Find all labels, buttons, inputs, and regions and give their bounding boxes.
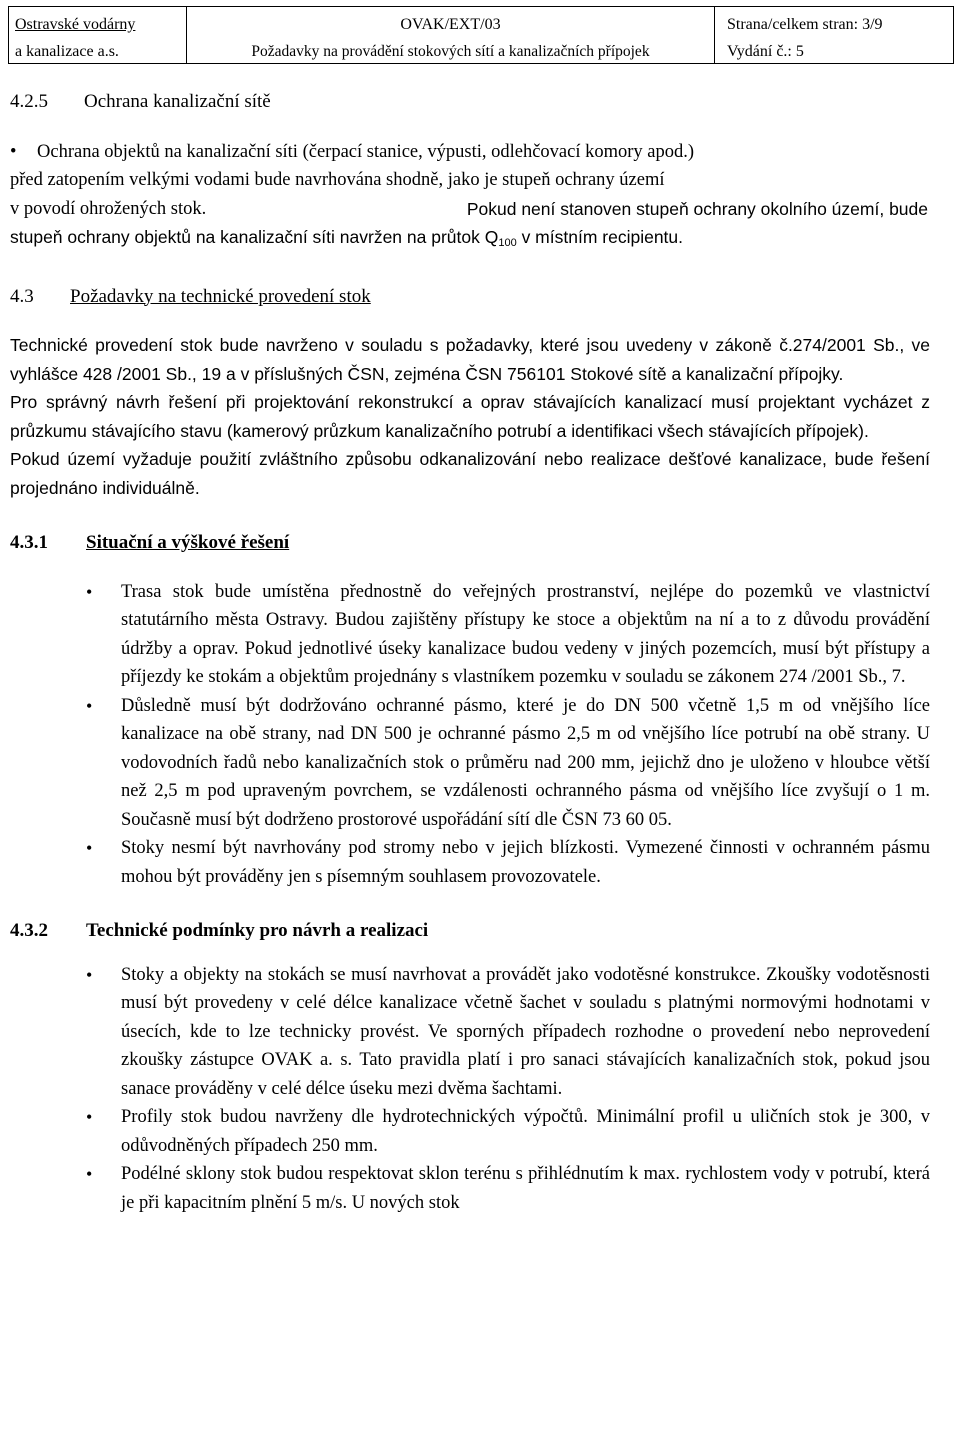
subscript: 100	[498, 237, 517, 249]
section-4-3-1-heading	[10, 529, 930, 558]
header-organization	[9, 7, 187, 63]
bullet-text: stupeň ochrany objektů na kanalizační síti navržen na průtok Q	[10, 227, 499, 247]
paragraph: Pro správný návrh řešení při projektování rekonstrukcí a oprav stávajících kanalizací musí projektant vycházet z průzkumu stávajícího stavu (kamerový průzkum kanalizačního potrubí a identifikaci všech stávajících přípojek).	[10, 392, 930, 441]
list-item-text: Profily stok budou navrženy dle hydrotechnických výpočtů. Minimální profil u uličních stok je 300, v odůvodněných případech 250 mm.	[121, 1107, 930, 1156]
bullet-icon: •	[86, 838, 93, 858]
list-item	[10, 692, 930, 835]
bullet-icon: •	[86, 581, 93, 602]
section-4-3-2-heading	[10, 917, 930, 946]
bullet-icon: •	[10, 141, 17, 162]
section-title: Situační a výškové řešení	[86, 532, 290, 553]
bullet-line: Ochrana objektů na kanalizační síti (čerpací stanice, výpusti, odlehčovací komory apod.)	[37, 141, 695, 162]
bullet-icon: •	[86, 964, 93, 985]
list-item-text: Podélné sklony stok budou respektovat sklon terénu s přihlédnutím k max. rychlostem vody v potrubí, která je při kapacitním plnění 5 m/s. U nových stok	[121, 1164, 930, 1213]
paragraph: Pokud území vyžaduje použití zvláštního způsobu odkanalizování nebo realizace dešťové kanalizace, bude řešení projednáno individuálně.	[10, 449, 930, 498]
document-header	[8, 6, 954, 64]
bullet-line	[10, 223, 930, 255]
list-item-text: Stoky a objekty na stokách se musí navrhovat a provádět jako vodotěsné konstrukce. Zkoušky vodotěsnosti musí být provedeny v celé délce kanalizace včetně šachet v souladu s platnými normovými hodnotami v úsecích, kde to lze technicky provést. Ve sporných případech rozhodne o provedení nebo neprovedení zkoušky zástupce OVAK a. s. Tato pravidla platí i pro sanaci stávajících kanalizačních stok, pokud jsou sanace prováděny v celé délce úseku mezi dvěma šachtami.	[121, 964, 930, 1099]
bullet-icon: •	[86, 695, 93, 716]
section-4-3-2-list	[10, 961, 930, 1218]
section-title: Technické podmínky pro návrh a realizaci	[86, 920, 429, 941]
paragraph: Technické provedení stok bude navrženo v souladu s požadavky, které jsou uvedeny v zákoně č.274/2001 Sb., ve vyhlášce 428 /2001 Sb., 19 a v příslušných ČSN, zejména ČSN 756101 Stokové sítě a kanalizační přípojky.	[10, 335, 930, 384]
list-item	[10, 1160, 930, 1217]
doc-code: OVAK/EXT/03	[400, 16, 501, 33]
list-item	[10, 1103, 930, 1160]
section-number: 4.3.2	[10, 920, 48, 941]
section-4-3-1-list	[10, 578, 930, 892]
bullet-icon: •	[86, 1164, 93, 1184]
list-item-text: Trasa stok bude umístěna přednostně do veřejných prostranství, nejlépe do pozemků ve vlastnictví statutárního města Ostravy. Budou zajištěny přístupy ke stoce a objektům na ní a to z důvodu provádění údržby a oprav. Pokud jednotlivé úseky kanalizace budou vedeny v jiných pozemcích, musí být přístupy a příjezdy ke stokám a objektům projednány s vlastníkem pozemku v souladu se zákonem 274 /2001 Sb., 7.	[121, 581, 930, 687]
bullet-text: v povodí ohrožených stok.	[10, 198, 207, 219]
page-info: Strana/celkem stran: 3/9	[727, 16, 883, 33]
list-item	[10, 961, 930, 1104]
bullet-icon: •	[86, 1107, 93, 1127]
section-number: 4.2.5	[10, 91, 48, 112]
section-number: 4.3	[10, 285, 34, 307]
section-title: Požadavky na technické provedení stok	[70, 285, 371, 307]
list-item-text: Stoky nesmí být navrhovány pod stromy nebo v jejich blízkosti. Vymezené činnosti v ochranném pásmu mohou být prováděny jen s písemným souhlasem provozovatele.	[121, 838, 930, 887]
header-page-info	[715, 7, 953, 63]
bullet-line	[10, 195, 928, 224]
org-line1: Ostravské vodárny	[15, 16, 136, 33]
bullet-text: v místním recipientu.	[516, 227, 684, 247]
doc-title: Požadavky na provádění stokových sítí a kanalizačních přípojek	[251, 43, 650, 60]
section-4-2-5-heading	[10, 88, 930, 117]
edition: Vydání č.: 5	[727, 43, 804, 60]
header-document	[187, 7, 715, 63]
section-4-2-5-bullet	[10, 138, 930, 255]
document-body	[10, 88, 930, 1217]
list-item	[10, 578, 930, 692]
list-item-text: Důsledně musí být dodržováno ochranné pásmo, které je do DN 500 včetně 1,5 m od vnějšího líce kanalizace na obě strany, nad DN 500 je ochranné pásmo 2,5 m od vnějšího líce potrubí na obě strany. U vodovodních řadů nebo kanalizačních stok o průměru nad 200 mm, jejichž dno je uloženo v hloubce větší než 2,5 m pod upraveným povrchem, se vzdálenosti ochranného pásma od vnějšího líce zvyšují o 1 m. Současně musí být dodrženo prostorové uspořádání sítí dle ČSN 73 60 05.	[121, 695, 930, 830]
bullet-line: před zatopením velkými vodami bude navrhována shodně, jako je stupeň ochrany území	[10, 170, 665, 190]
org-line2: a kanalizace a.s.	[15, 43, 119, 60]
section-4-3-heading	[10, 283, 930, 312]
section-number: 4.3.1	[10, 532, 48, 553]
section-title: Ochrana kanalizační sítě	[84, 91, 271, 112]
bullet-text: Pokud není stanoven stupeň ochrany okolního území, bude	[466, 198, 928, 219]
list-item	[10, 834, 930, 891]
